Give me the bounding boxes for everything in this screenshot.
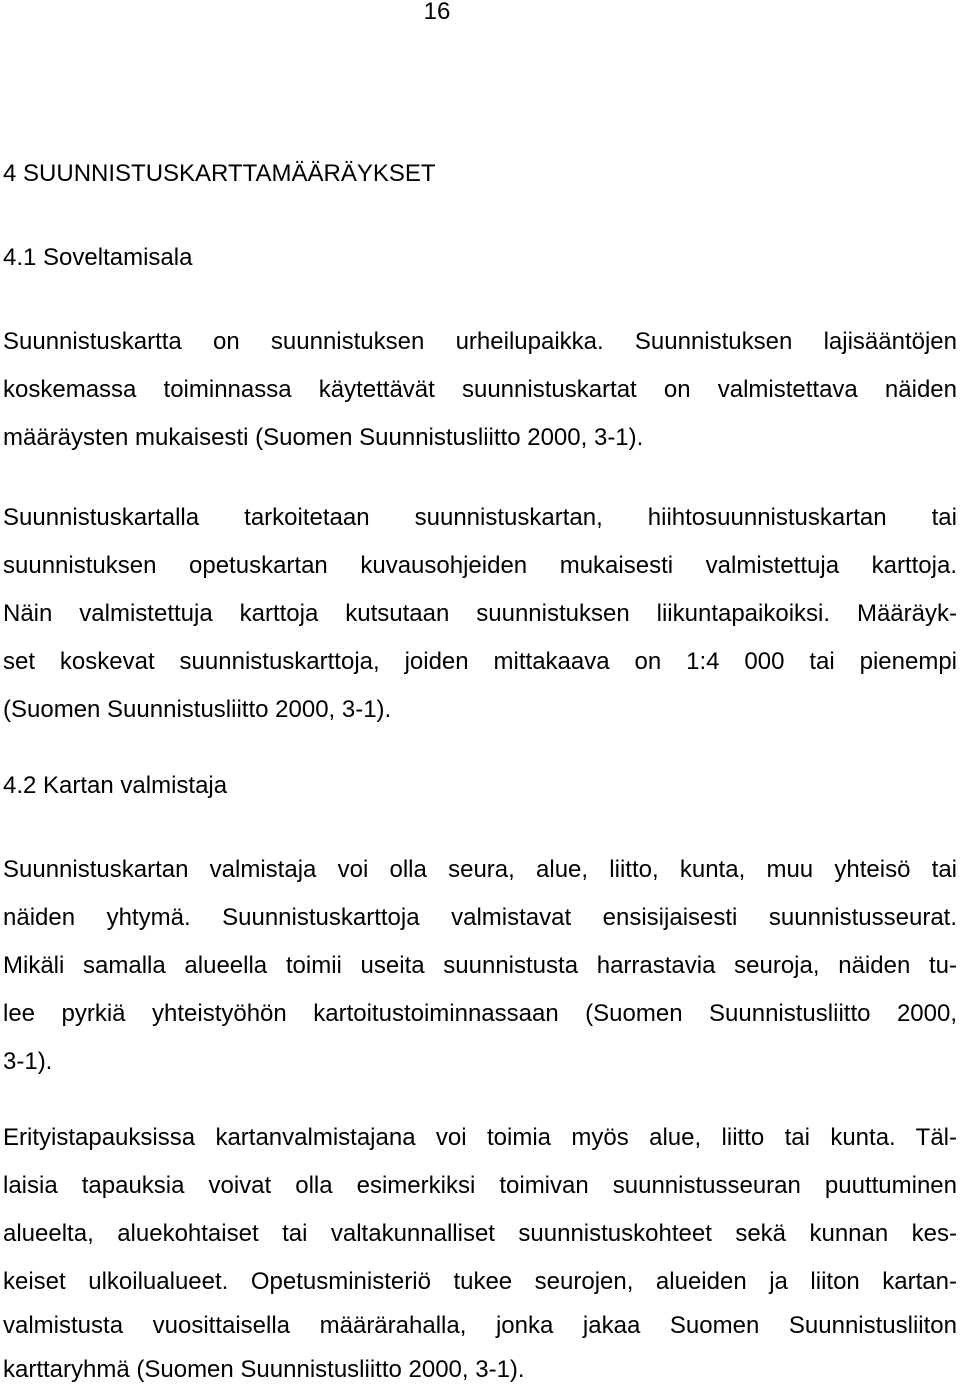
text-line: Suunnistuskartan valmistaja voi olla seura, alue, liitto, kunta, muu yhteisö tai [3,856,957,883]
text-line: set koskevat suunnistuskarttoja, joiden mittakaava on 1:4 000 tai pienempi [3,648,957,675]
section-heading-soveltamisala: 4.1 Soveltamisala [3,244,193,271]
section-heading-kartan-valmistaja: 4.2 Kartan valmistaja [3,772,228,799]
text-line: Erityistapauksissa kartanvalmistajana voi toimia myös alue, liitto tai kunta. Täl- [3,1124,957,1151]
text-line: 3-1). [3,1048,53,1075]
text-line: suunnistuksen opetuskartan kuvausohjeiden mukaisesti valmistettuja karttoja. [3,552,957,579]
text-line: valmistusta vuosittaisella määrärahalla, jonka jakaa Suomen Suunnistusliiton [3,1312,957,1339]
text-line: määräysten mukaisesti (Suomen Suunnistusliitto 2000, 3-1). [3,424,644,451]
page-number: 16 [423,0,451,25]
text-line: laisia tapauksia voivat olla esimerkiksi toimivan suunnistusseuran puuttuminen [3,1172,957,1199]
text-line: koskemassa toiminnassa käytettävät suunnistuskartat on valmistettava näiden [3,376,957,403]
text-line: Suunnistuskartalla tarkoitetaan suunnistuskartan, hiihtosuunnistuskartan tai [3,504,957,531]
chapter-heading: 4 SUUNNISTUSKARTTAMÄÄRÄYKSET [3,160,436,187]
text-line: Suunnistuskartta on suunnistuksen urheilupaikka. Suunnistuksen lajisääntöjen [3,328,957,355]
text-line: näiden yhtymä. Suunnistuskarttoja valmistavat ensisijaisesti suunnistusseurat. [3,904,957,931]
text-line: karttaryhmä (Suomen Suunnistusliitto 2000, 3-1). [3,1356,525,1383]
text-line: lee pyrkiä yhteistyöhön kartoitustoiminnassaan (Suomen Suunnistusliitto 2000, [3,1000,957,1027]
text-line: Mikäli samalla alueella toimii useita suunnistusta harrastavia seuroja, näiden tu- [3,952,957,979]
text-line: alueelta, aluekohtaiset tai valtakunnalliset suunnistuskohteet sekä kunnan kes- [3,1220,957,1247]
text-line: Näin valmistettuja karttoja kutsutaan suunnistuksen liikuntapaikoiksi. Määräyk- [3,600,957,627]
text-line: (Suomen Suunnistusliitto 2000, 3-1). [3,696,392,723]
text-line: keiset ulkoilualueet. Opetusministeriö tukee seurojen, alueiden ja liiton kartan- [3,1268,957,1295]
